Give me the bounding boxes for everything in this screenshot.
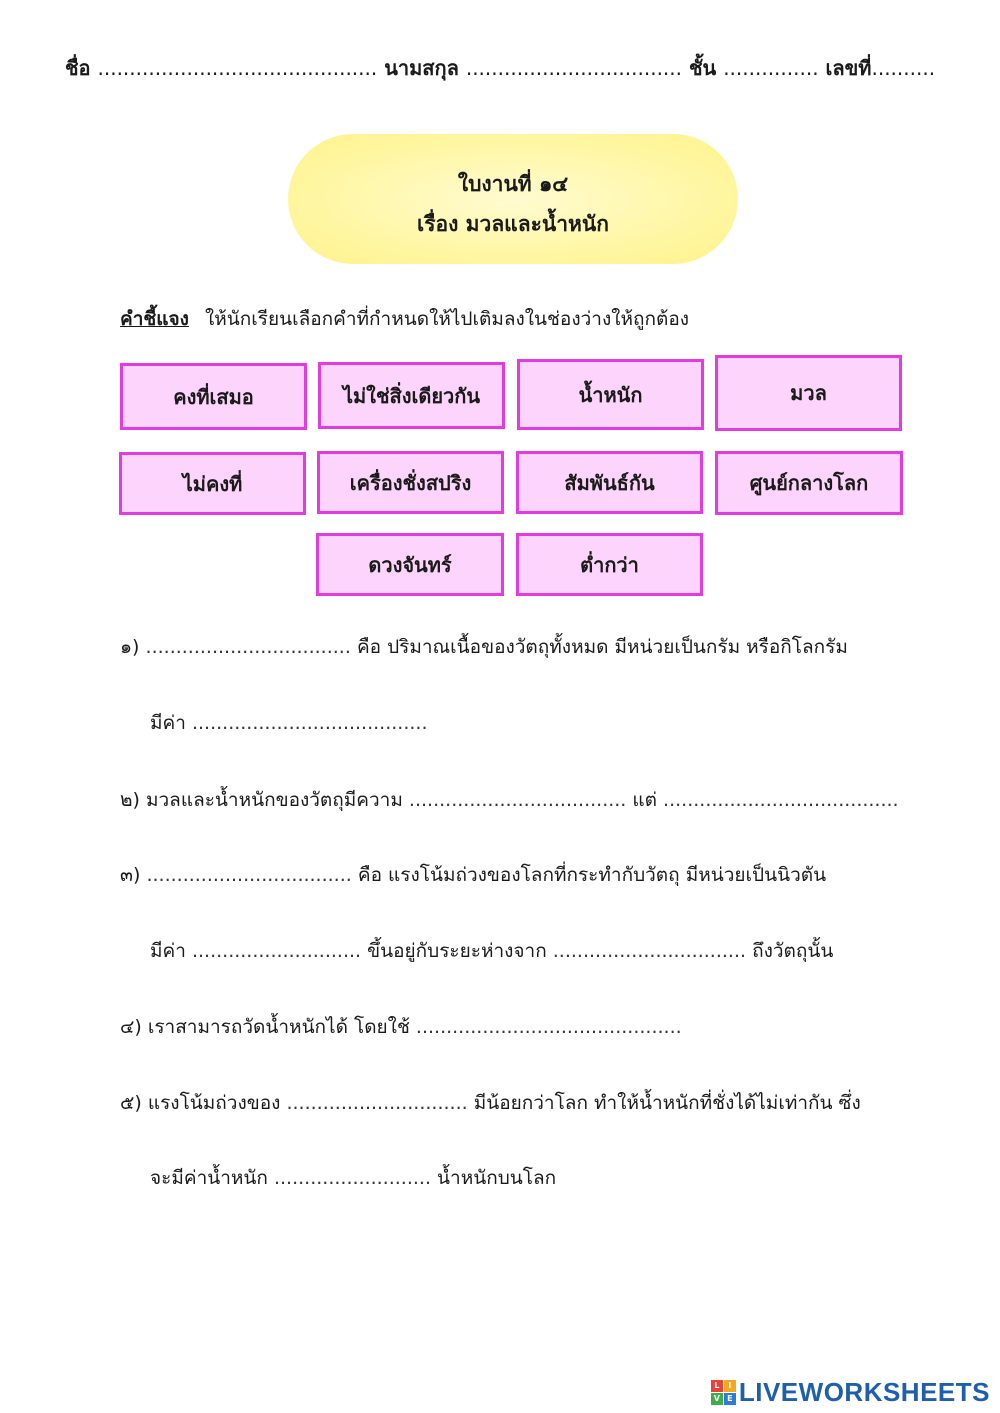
question-text: คือ ปริมาณเนื้อของวัตถุทั้งหมด มีหน่วยเป็นกรัม หรือกิโลกรัม [356, 636, 848, 658]
question-1 [120, 632, 848, 662]
word-card-constant[interactable]: คงที่เสมอ [120, 363, 307, 430]
question-number: ๑) [120, 636, 140, 658]
question-1-continued [150, 708, 428, 738]
answer-blank[interactable]: ............................ [191, 940, 362, 962]
question-number: ๓) [120, 864, 141, 886]
word-card-not-constant[interactable]: ไม่คงที่ [119, 452, 306, 515]
word-card-moon[interactable]: ดวงจันทร์ [316, 533, 504, 596]
question-text: น้ำหนักบนโลก [437, 1167, 557, 1189]
logo-letter: E [724, 1393, 736, 1405]
answer-blank[interactable]: .................................... [408, 789, 627, 811]
answer-blank[interactable]: .................................. [146, 864, 352, 886]
question-text: มวลและน้ำหนักของวัตถุมีความ [145, 789, 403, 811]
student-info-line [0, 52, 1000, 84]
question-3 [120, 860, 826, 890]
surname-label: นามสกุล [384, 56, 459, 80]
question-text: มีน้อยกว่าโลก ทำให้น้ำหนักที่ชั่งได้ไม่เท่ากัน ซึ่ง [473, 1092, 861, 1114]
instructions-label: คำชี้แจง [120, 308, 189, 330]
worksheet-topic: เรื่อง มวลและน้ำหนัก [417, 212, 609, 236]
word-card-mass[interactable]: มวล [715, 355, 902, 431]
question-text: มีค่า [150, 712, 186, 734]
answer-blank[interactable]: ............................................ [415, 1016, 682, 1038]
class-blank[interactable]: ............... [723, 56, 819, 80]
name-blank[interactable]: ............................................ [97, 56, 378, 80]
number-label: เลขที่ [825, 56, 872, 80]
word-card-related[interactable]: สัมพันธ์กัน [516, 451, 703, 514]
question-text: จะมีค่าน้ำหนัก [150, 1167, 268, 1189]
question-text: แต่ [632, 789, 657, 811]
question-text: เราสามารถวัดน้ำหนักได้ โดยใช้ [147, 1016, 410, 1038]
question-number: ๔) [120, 1016, 142, 1038]
question-number: ๒) [120, 789, 140, 811]
answer-blank[interactable]: ................................ [552, 940, 747, 962]
question-number: ๕) [120, 1092, 142, 1114]
instructions [120, 304, 880, 334]
worksheet-number: ใบงานที่ ๑๔ [457, 172, 569, 196]
word-card-lower[interactable]: ต่ำกว่า [516, 533, 703, 596]
logo-letter: V [711, 1393, 723, 1405]
question-4 [120, 1012, 682, 1042]
answer-blank[interactable]: ....................................... [191, 712, 428, 734]
question-3-continued [150, 936, 833, 966]
question-2 [120, 785, 899, 815]
surname-blank[interactable]: .................................. [465, 56, 682, 80]
instructions-text: ให้นักเรียนเลือกคำที่กำหนดให้ไปเติมลงในช่องว่างให้ถูกต้อง [204, 308, 690, 330]
answer-blank[interactable]: .................................. [145, 636, 351, 658]
question-5 [120, 1088, 861, 1118]
answer-blank[interactable]: .............................. [286, 1092, 468, 1114]
number-blank[interactable]: .......... [871, 56, 936, 80]
worksheet-title-banner [288, 134, 738, 264]
name-label: ชื่อ [64, 56, 91, 80]
word-card-earth-center[interactable]: ศูนย์กลางโลก [715, 451, 903, 515]
liveworksheets-logo-icon [711, 1380, 736, 1405]
logo-letter: L [711, 1380, 723, 1392]
class-label: ชั้น [688, 56, 717, 80]
question-text: แรงโน้มถ่วงของ [147, 1092, 281, 1114]
answer-blank[interactable]: ....................................... [663, 789, 899, 811]
word-card-not-same[interactable]: ไม่ใช่สิ่งเดียวกัน [318, 362, 505, 429]
question-text: ขึ้นอยู่กับระยะห่างจาก [367, 940, 547, 962]
word-card-weight[interactable]: น้ำหนัก [517, 359, 704, 430]
liveworksheets-logo [711, 1377, 990, 1407]
liveworksheets-brand: LIVEWORKSHEETS [738, 1376, 990, 1407]
question-text: ถึงวัตถุนั้น [752, 940, 834, 962]
question-5-continued [150, 1163, 556, 1193]
question-text: มีค่า [150, 940, 186, 962]
logo-letter: I [724, 1380, 736, 1392]
answer-blank[interactable]: .......................... [273, 1167, 431, 1189]
word-card-spring-scale[interactable]: เครื่องชั่งสปริง [317, 451, 504, 514]
question-text: คือ แรงโน้มถ่วงของโลกที่กระทำกับวัตถุ มีหน่วยเป็นนิวตัน [357, 864, 827, 886]
